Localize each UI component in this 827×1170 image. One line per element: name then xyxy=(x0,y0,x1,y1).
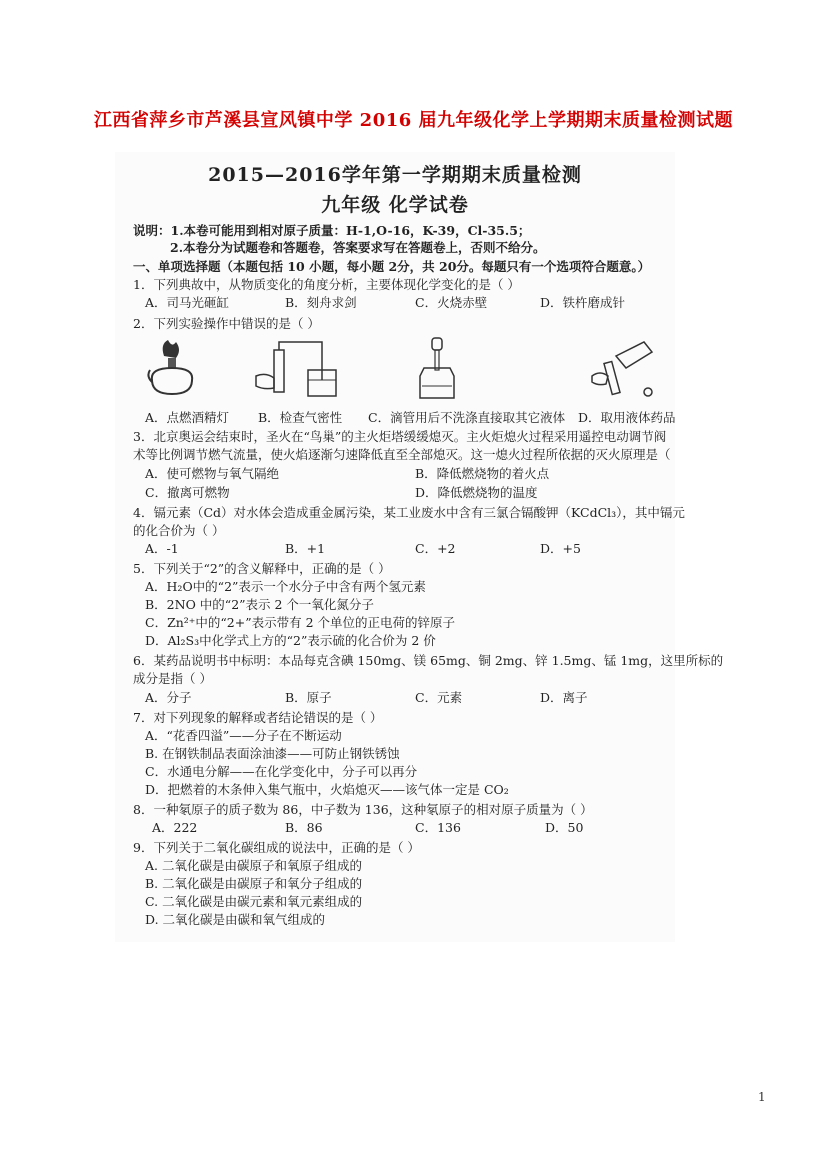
question-2-option-c: C．滴管用后不洗涤直接取其它液体 xyxy=(368,410,566,425)
question-7-option-a: A．“花香四溢”——分子在不断运动 xyxy=(145,728,342,743)
exam-title: 2015—2016学年第一学期期末质量检测 xyxy=(208,164,582,186)
question-9-option-d: D. 二氧化碳是由碳和氧气组成的 xyxy=(145,912,326,927)
pour-liquid-figure xyxy=(586,336,666,402)
question-9-option-b: B. 二氧化碳是由碳原子和氧分子组成的 xyxy=(145,876,363,891)
section-1-heading: 一、单项选择题（本题包括 10 小题，每小题 2分，共 20分。每题只有一个选项符合题意。） xyxy=(133,259,651,274)
question-7-stem: 7．对下列现象的解释或者结论错误的是（ ） xyxy=(133,710,383,725)
question-8-option-c: C．136 xyxy=(415,820,461,835)
question-7-option-d: D．把燃着的木条伸入集气瓶中，火焰熄灭——该气体一定是 CO₂ xyxy=(145,782,509,797)
question-4-stem-line-2: 的化合价为（ ） xyxy=(133,523,225,538)
question-2-option-b: B．检查气密性 xyxy=(258,410,343,425)
note-1: 说明：1.本卷可能用到相对原子质量：H-1,O-16，K-39，Cl-35.5； xyxy=(133,223,531,238)
question-6-option-a: A．分子 xyxy=(145,690,192,705)
question-5-stem: 5．下列关于“2”的含义解释中，正确的是（ ） xyxy=(133,561,391,576)
question-4-option-d: D．+5 xyxy=(540,541,581,556)
question-1-option-c: C．火烧赤壁 xyxy=(415,295,488,310)
question-2-option-a: A．点燃酒精灯 xyxy=(145,410,230,425)
exam-subtitle: 九年级 化学试卷 xyxy=(321,194,469,216)
question-8-stem: 8．一种氡原子的质子数为 86，中子数为 136，这种氡原子的相对原子质量为（ ） xyxy=(133,802,593,817)
question-1-option-d: D．铁杵磨成针 xyxy=(540,295,626,310)
question-3-option-c: C．撤离可燃物 xyxy=(145,485,230,500)
question-4-option-c: C．+2 xyxy=(415,541,456,556)
question-6-option-d: D．离子 xyxy=(540,690,588,705)
question-3-option-b: B．降低燃烧物的着火点 xyxy=(415,466,550,481)
question-7-option-c: C．水通电分解——在化学变化中，分子可以再分 xyxy=(145,764,418,779)
alcohol-lamp-figure xyxy=(142,336,202,402)
question-9-option-a: A. 二氧化碳是由碳原子和氧原子组成的 xyxy=(145,858,362,873)
question-3-option-a: A．使可燃物与氧气隔绝 xyxy=(145,466,280,481)
question-5-option-c: C．Zn²⁺中的“2+”表示带有 2 个单位的正电荷的锌原子 xyxy=(145,615,456,630)
question-1-option-b: B．刻舟求剑 xyxy=(285,295,357,310)
question-4-option-a: A．-1 xyxy=(145,541,179,556)
note-2: 2.本卷分为试题卷和答题卷，答案要求写在答题卷上，否则不给分。 xyxy=(170,240,546,255)
question-8-option-a: A．222 xyxy=(152,820,198,835)
question-4-stem-line-1: 4．镉元素（Cd）对水体会造成重金属污染，某工业废水中含有三氯合镉酸钾（KCdCl₃），其中镉元 xyxy=(133,505,685,520)
question-1-option-a: A．司马光砸缸 xyxy=(145,295,230,310)
question-9-option-c: C. 二氧化碳是由碳元素和氧元素组成的 xyxy=(145,894,363,909)
question-3-stem-line-2: 术等比例调节燃气流量，使火焰逐渐匀速降低直至全部熄灭。这一熄火过程所依据的灭火原理是（ xyxy=(133,447,671,462)
page-number: 1 xyxy=(758,1090,766,1104)
question-9-stem: 9．下列关于二氧化碳组成的说法中，正确的是（ ） xyxy=(133,840,420,855)
question-2-stem: 2．下列实验操作中错误的是（ ） xyxy=(133,316,320,331)
question-8-option-b: B．86 xyxy=(285,820,323,835)
question-3-stem-line-1: 3．北京奥运会结束时，圣火在“鸟巢”的主火炬塔缓缓熄灭。主火炬熄火过程采用遥控电动调节阀 xyxy=(133,429,667,444)
airtightness-check-figure xyxy=(252,336,342,402)
question-8-option-d: D．50 xyxy=(545,820,584,835)
document-title: 江西省萍乡市芦溪县宣风镇中学 2016 届九年级化学上学期期末质量检测试题 xyxy=(93,110,734,131)
question-1-stem: 1．下列典故中，从物质变化的角度分析，主要体现化学变化的是（ ） xyxy=(133,277,520,292)
question-5-option-b: B．2NO 中的“2”表示 2 个一氧化氮分子 xyxy=(145,597,374,612)
question-6-stem-line-1: 6．某药品说明书中标明：本品每克含碘 150mg、镁 65mg、铜 2mg、锌 1.5mg、锰 1mg，这里所标的 xyxy=(133,653,724,668)
question-4-option-b: B．+1 xyxy=(285,541,326,556)
question-5-option-d: D．Al₂S₃中化学式上方的“2”表示硫的化合价为 2 价 xyxy=(145,633,436,648)
question-5-option-a: A．H₂O中的“2”表示一个水分子中含有两个氢元素 xyxy=(145,579,426,594)
question-2-option-d: D．取用液体药品 xyxy=(578,410,676,425)
dropper-bottle-figure xyxy=(414,336,464,402)
question-3-option-d: D．降低燃烧物的温度 xyxy=(415,485,538,500)
question-7-option-b: B. 在钢铁制品表面涂油漆——可防止钢铁锈蚀 xyxy=(145,746,400,761)
question-6-option-c: C．元素 xyxy=(415,690,463,705)
question-6-stem-line-2: 成分是指（ ） xyxy=(133,671,212,686)
question-6-option-b: B．原子 xyxy=(285,690,332,705)
